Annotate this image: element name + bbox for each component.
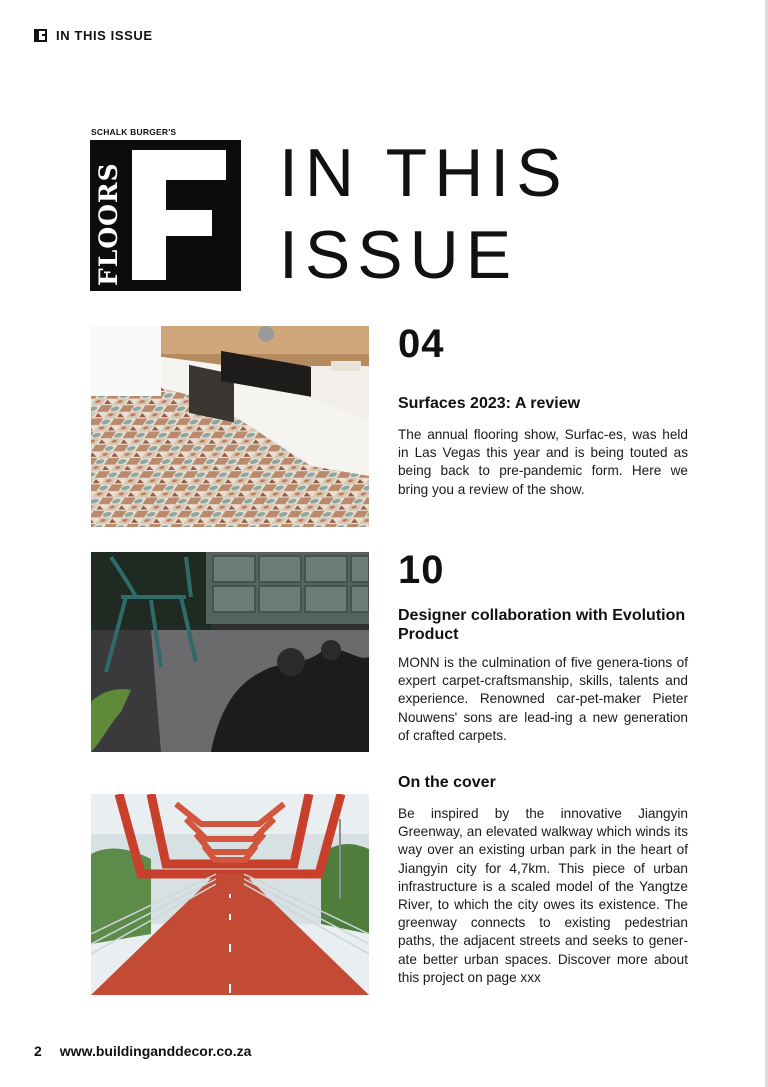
article-summary: Be inspired by the innovative Jiangyin Greenway, an elevated walkway which winds its way over an existing urban park in the heart of Jiangyin city for 4,7km. This piece of urban infrastructure is a scaled model of the Yangtze River, to which the city owes its existence. The greenway connects to existing pedestrian paths, the adjacent streets and seeks to gener-ate better urban spaces. Discover more about this project on page xxx: [398, 806, 688, 985]
kitchen-tiles-photo: [91, 326, 369, 527]
jiangyin-greenway-photo: [91, 794, 369, 995]
section-header: [34, 28, 153, 43]
brand-caption: SCHALK BURGER'S: [91, 127, 177, 137]
floors-logo: [90, 140, 241, 291]
article-title[interactable]: On the cover: [398, 774, 496, 791]
article-on-the-cover: [398, 773, 688, 987]
article-title[interactable]: Surfaces 2023: A review: [398, 395, 581, 412]
page-title-line-2: ISSUE: [279, 217, 519, 293]
article-page-number: 04: [398, 322, 445, 366]
magazine-logo-icon: [34, 29, 47, 42]
article-summary: The annual flooring show, Surfac-es, was held in Las Vegas this year and is being touted as being back to pre-pandemic form. Here we bring you a review of the show.: [398, 427, 688, 497]
article-page-number: 10: [398, 548, 445, 592]
logo-word: FLOORS: [94, 162, 123, 286]
page-number: 2: [34, 1043, 42, 1059]
page-title: [279, 132, 639, 296]
article-summary: MONN is the culmination of five genera-tions of expert carpet-craftsmanship, skills, talents and experience. Renowned car-pet-maker Pieter Nouwens' sons are lead-ing a new generation of crafted carpets.: [398, 655, 688, 743]
section-header-label: IN THIS ISSUE: [56, 28, 153, 43]
carpet-chair-photo: [91, 552, 369, 752]
logo-f-mark: [132, 150, 226, 280]
website-link[interactable]: www.buildinganddecor.co.za: [59, 1043, 252, 1059]
page-footer: [34, 1043, 251, 1059]
article-title[interactable]: Designer collaboration with Evolution Product: [398, 607, 686, 643]
page-title-line-1: IN THIS: [279, 135, 569, 211]
article-surfaces: [398, 324, 688, 499]
article-designer-collaboration: [398, 550, 688, 745]
